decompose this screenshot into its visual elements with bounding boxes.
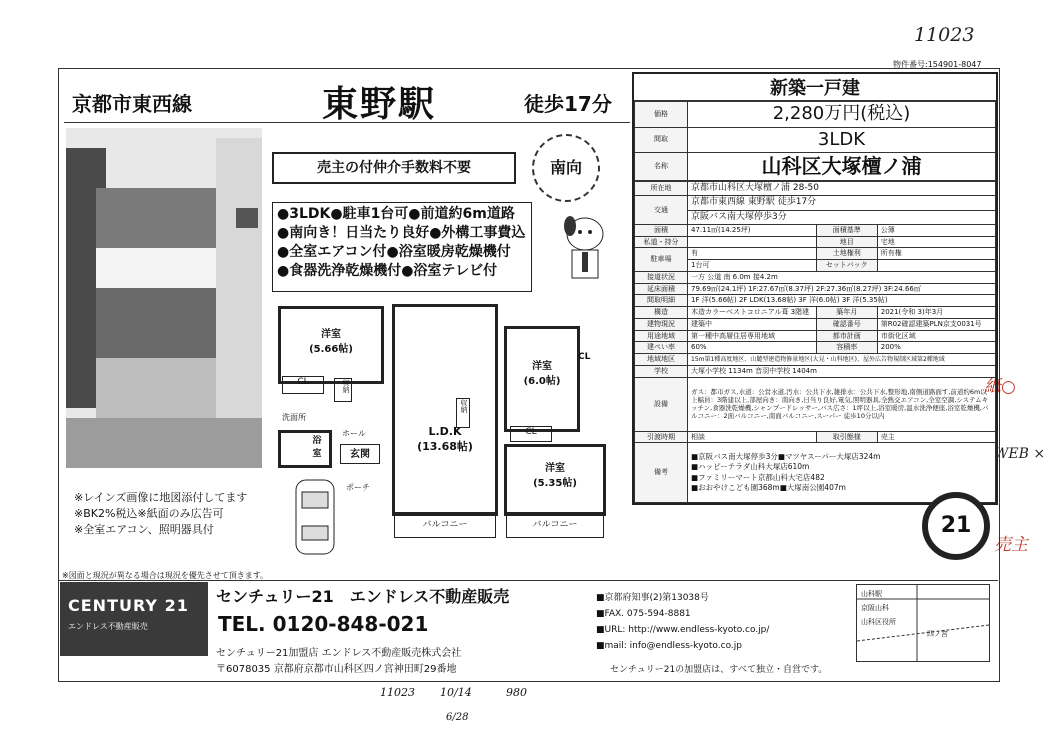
feature-1: ●3LDK●駐車1台可●前道約6m道路 — [277, 206, 515, 222]
house-photo — [66, 128, 262, 468]
bathroom: 浴 室 — [278, 430, 332, 468]
balcony-3f: バルコニー — [506, 512, 604, 538]
fax: ■FAX. 075-594-8881 — [596, 609, 691, 619]
feature-2: ●南向き！日当たり良好●外構工事費込 — [277, 225, 526, 241]
handwritten-bottom-2: 10/14 — [440, 686, 472, 699]
century21-logo-icon: 21 — [922, 492, 990, 560]
note-2: ※BK2%税込※紙面のみ広告可 — [74, 507, 224, 520]
franchise-name: センチュリー21加盟店 エンドレス不動産販売株式会社 — [216, 648, 462, 659]
handwritten-bottom-3: 6/28 — [446, 712, 469, 723]
balcony-2f: バルコニー — [394, 512, 496, 538]
storage-1f: 収納 — [334, 378, 352, 402]
handwritten-number: 11023 — [914, 24, 975, 46]
phone-number[interactable]: 0120-848-021 — [272, 612, 429, 636]
ldk-room: L.D.K (13.68帖) — [392, 304, 498, 516]
feature-4: ●食器洗浄乾燥機付●浴室テレビ付 — [277, 263, 498, 279]
notes — [74, 490, 247, 538]
property-type: 新築一戸建 — [634, 74, 996, 101]
porch: ポーチ — [346, 483, 370, 492]
entrance: 玄関 — [340, 444, 380, 464]
hall: ホール — [342, 429, 366, 438]
property-number: 物件番号:154901-8047 — [893, 60, 982, 69]
company-address: 〒6078035 京都府京都市山科区四ノ宮神田町29番地 — [216, 664, 457, 675]
car-icon — [292, 478, 338, 558]
website-link[interactable]: ■URL: http://www.endless-kyoto.co.jp/ — [596, 625, 770, 635]
price: 2,280万円(税込) — [688, 102, 996, 128]
closet-3f-a: CL — [578, 352, 591, 362]
features-box — [272, 202, 532, 292]
room-1f-west: 洋室 (5.66帖) — [278, 306, 384, 384]
brand-sub: エンドレス不動産販売 — [68, 622, 148, 631]
train-line: 京都市東西線 — [72, 92, 192, 116]
handwritten-paper-ok: 紙○ — [984, 377, 1016, 397]
address: 京都市山科区大塚檀ノ浦 28-50 — [688, 182, 996, 196]
closet-3f-b: CL — [510, 426, 552, 442]
access-map: 山科駅 京阪山科 山科区役所 四ノ宮 — [856, 584, 990, 662]
handwritten-bottom-1: 11023 — [380, 686, 415, 699]
brand-block — [60, 582, 208, 656]
independent-note: センチュリー21の加盟店は、すべて独立・自営です。 — [610, 665, 828, 675]
pantry-2f: 収納 — [456, 398, 470, 428]
handwritten-seller: 売主 — [994, 535, 1028, 555]
handwritten-bottom-4: 980 — [506, 686, 527, 699]
license: ■京都府知事(2)第13038号 — [596, 593, 709, 603]
handwritten-web-no: WEB × — [994, 446, 1046, 462]
washroom: 洗面所 — [282, 413, 306, 422]
spec-table: 新築一戸建 価格 2,280万円(税込) 間取 3LDK 名称 山科区大塚檀ノ浦 所在地 京都市山科区大塚檀ノ浦 28-50 交通 京都市東西線 東野駅 徒歩17分 京阪バス南大塚停歩3分 面積 47.11㎡(14.25坪) 面積基準 公簿 私道・持分 地目 宅地 駐車場 有 土地権利 所有権 1台可 セットバック 接道状況 一方 公道 南 6.0m 接4.2m 延床面積 79.69㎡(24.1坪) 1F:27.67㎡(8.37坪) 2F:27.36㎡(8.27坪) 3F:24.66㎡ 間取明細 1F 洋(5.66帖) 2F LDK(13.68帖) 3F 洋(6.0帖) 3F 洋(5.35帖) 構造 木造カラーベストコロニアル葺 3階建 築年月 2021(令和 3)年3月 建物現況 建築中 確認番号 第R02確認建築PLN京支0031号 用途地域 第一種中高層住居専用地域 都市計画 市街化区域 建ぺい率 60% 容積率 200% 地域地区 15m第1種高度地区、山麓型建造物修景地区(大見・山科地区)、屋外広告物規制区域第2種地域 学校 大塚小学校 1134m 音羽中学校 1404m 設備 ガス：都市ガス,水道：公営水道,汚水：公共下水,雑排水：公共下水,整形地,南側道路面す,前道約6m以上幅員：3階建以上,部屋向き：南向き,日当り良好,電気,照明器具,全熱交エアコン,全室空調,システムキッチン,食器洗乾燥機,シャンプードレッサー,バス広さ：1坪以上,浴室暖房,温水洗浄便座,浴室乾燥機,バルコニー：2面バルコニー,南面バルコニー,スーパー 徒歩10分以内 引渡時期 相談 取引態様 売主 備考 ■京阪バス南大塚停歩3分■マツヤスーパー大塚店324m ■ハッピーテラダ山科大塚店610m ■ファミリーマート京都山科大宅店482 ■おおやけこども園368m■大塚南公園407m — [632, 72, 998, 505]
closet-1f: CL — [282, 376, 324, 394]
phone: TEL. 0120-848-021 — [218, 612, 429, 636]
property-name: 山科区大塚檀ノ浦 — [688, 153, 996, 181]
station-name: 東野駅 — [322, 84, 437, 125]
mascot-dog-icon — [552, 212, 618, 284]
walk-time: 徒歩17分 — [524, 92, 612, 116]
brand-name: CENTURY 21 — [68, 596, 189, 615]
south-facing-badge: 南向 — [532, 134, 600, 202]
company-name: センチュリー21 エンドレス不動産販売 — [216, 587, 510, 606]
disclaimer: ※図面と現況が異なる場合は現況を優先させて頂きます。 — [62, 571, 269, 580]
feature-3: ●全室エアコン付●浴室暖房乾燥機付 — [277, 244, 511, 260]
layout: 3LDK — [688, 127, 996, 153]
header-divider — [64, 122, 630, 123]
contact-info — [596, 590, 769, 654]
no-fee-badge: 売主の付仲介手数料不要 — [272, 152, 516, 184]
note-1: ※レインズ画像に地図添付してます — [74, 491, 248, 504]
email-link[interactable]: ■mail: info@endless-kyoto.co.jp — [596, 641, 743, 651]
room-3f-a: 洋室 (6.0帖) — [504, 326, 580, 432]
room-3f-b: 洋室 (5.35帖) — [504, 444, 606, 516]
note-3: ※全室エアコン、照明器具付 — [74, 523, 214, 536]
